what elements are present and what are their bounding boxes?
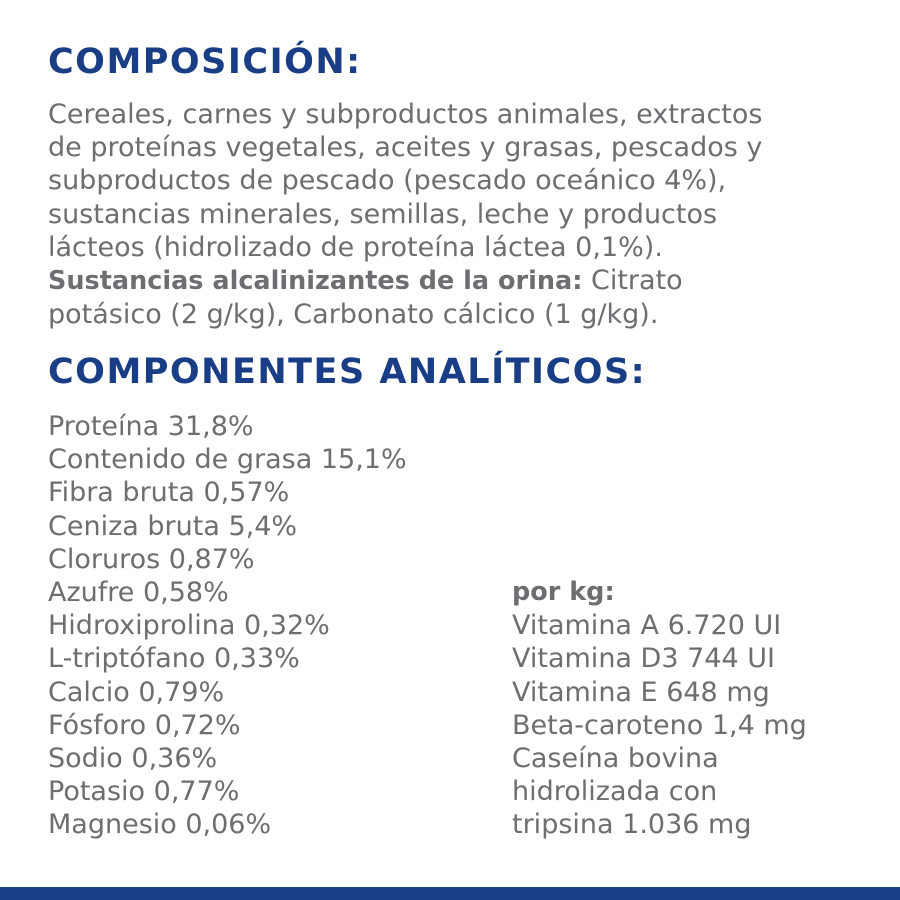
per-kg-item-casein-line-1: Caseína bovina xyxy=(512,743,719,775)
urine-alkalinizer-label: Sustancias alcalinizantes de la orina: xyxy=(48,266,583,297)
analytic-item-phosphorus: Fósforo 0,72% xyxy=(48,709,241,741)
composition-heading: COMPOSICIÓN: xyxy=(48,42,362,82)
per-kg-item-beta-carotene: Beta-caroteno 1,4 mg xyxy=(512,709,807,741)
per-kg-item-casein-line-2: hidrolizada con xyxy=(512,776,718,808)
analytic-item-sulfur: Azufre 0,58% xyxy=(48,577,229,609)
analytic-item-ash: Ceniza bruta 5,4% xyxy=(48,510,298,542)
analytic-item-magnesium: Magnesio 0,06% xyxy=(48,809,272,841)
analytic-item-chlorides: Cloruros 0,87% xyxy=(48,543,255,575)
analytics-heading: COMPONENTES ANALÍTICOS: xyxy=(48,352,647,392)
per-kg-item-vitamin-a: Vitamina A 6.720 UI xyxy=(512,610,782,642)
per-kg-list xyxy=(512,609,807,841)
analytic-item-fiber: Fibra bruta 0,57% xyxy=(48,477,290,509)
bottom-bar xyxy=(0,887,900,900)
composition-line: Cereales, carnes y subproductos animales, extractos xyxy=(48,99,763,130)
per-kg-section xyxy=(512,576,807,842)
analytic-item-sodium: Sodio 0,36% xyxy=(48,743,218,775)
composition-text xyxy=(48,98,888,331)
analytic-item-hydroxyproline: Hidroxiprolina 0,32% xyxy=(48,610,330,642)
composition-line: subproductos de pescado (pescado oceánico 4%), xyxy=(48,165,727,197)
urine-alkalinizer-text: Citrato xyxy=(582,265,683,297)
analytic-item-fat: Contenido de grasa 15,1% xyxy=(48,444,407,476)
analytic-item-calcium: Calcio 0,79% xyxy=(48,676,225,708)
analytic-item-potassium: Potasio 0,77% xyxy=(48,776,240,808)
per-kg-item-vitamin-e: Vitamina E 648 mg xyxy=(512,676,770,708)
analytics-list xyxy=(48,410,407,842)
per-kg-item-vitamin-d3: Vitamina D3 744 UI xyxy=(512,643,775,675)
composition-line: sustancias minerales, semillas, leche y productos xyxy=(48,198,718,230)
per-kg-item-casein-line-3: tripsina 1.036 mg xyxy=(512,809,752,841)
composition-line: de proteínas vegetales, aceites y grasas, pescados y xyxy=(48,132,763,164)
per-kg-label: por kg: xyxy=(512,577,615,607)
composition-line: lácteos (hidrolizado de proteína láctea 0,1%). xyxy=(48,231,663,263)
analytic-item-tryptophan: L-triptófano 0,33% xyxy=(48,643,300,675)
urine-alkalinizer-line-2: potásico (2 g/kg), Carbonato cálcico (1 g/kg). xyxy=(48,299,659,331)
urine-alkalinizer-line xyxy=(48,264,888,298)
analytic-item-protein: Proteína 31,8% xyxy=(48,411,254,442)
